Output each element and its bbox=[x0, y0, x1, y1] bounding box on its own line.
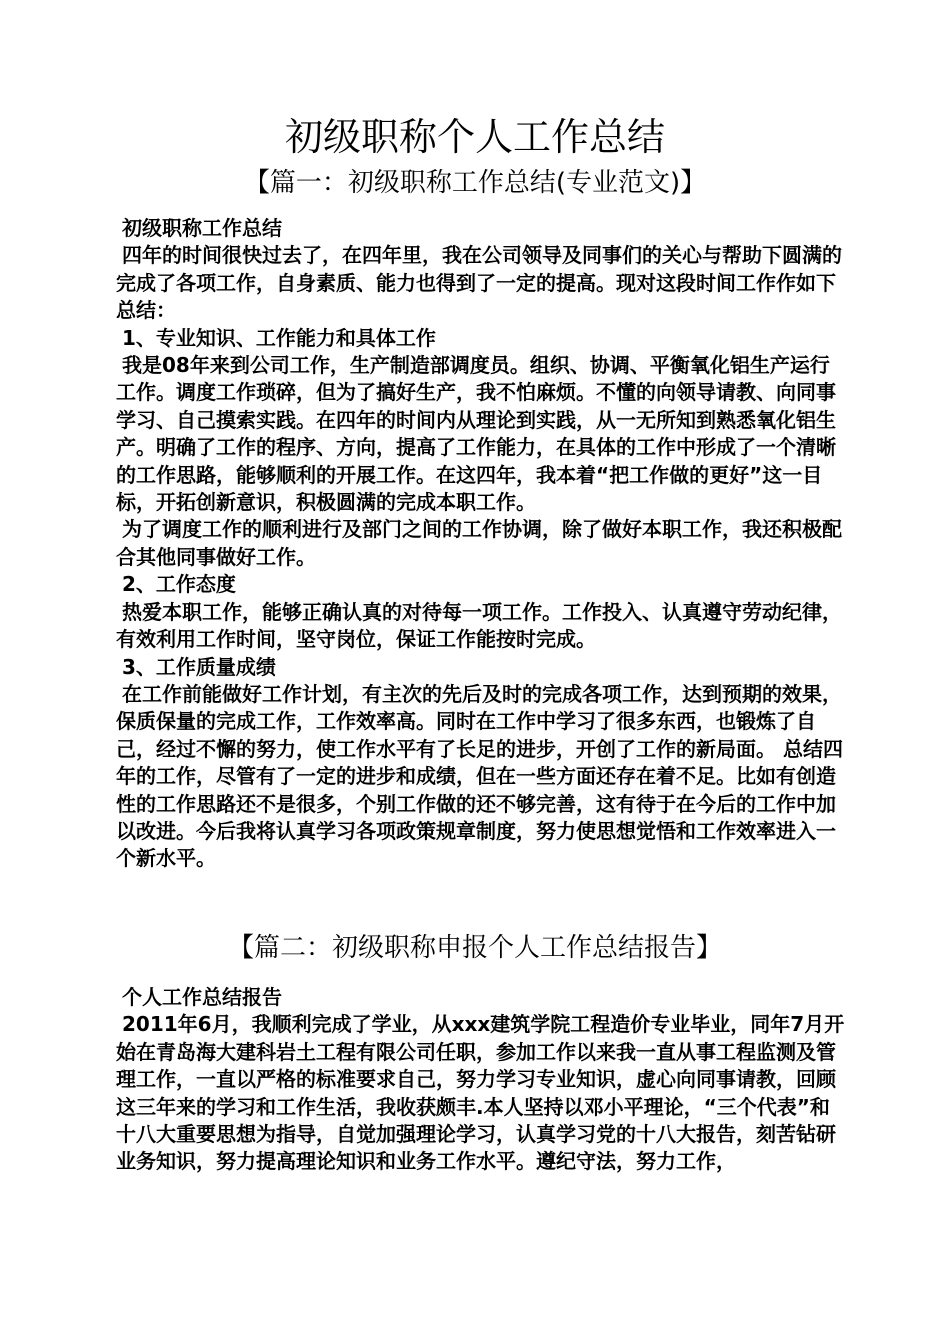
body-paragraph: 为了调度工作的顺利进行及部门之间的工作协调，除了做好本职工作，我还积极配合其他同事做好工作。 bbox=[116, 517, 842, 569]
section-1-body bbox=[116, 215, 846, 873]
section-2-body bbox=[116, 984, 846, 1176]
section-heading-1: 【篇一：初级职称工作总结(专业范文)】 bbox=[243, 168, 707, 198]
subsection-title: 3、工作质量成绩 bbox=[122, 654, 276, 679]
body-paragraph: 我是08年来到公司工作，生产制造部调度员。组织、协调、平衡氧化铝生产运行工作。调度工作琐碎，但为了搞好生产，我不怕麻烦。不懂的向领导请教、向同事学习、自己摸索实践。在四年的时间内从理论到实践，从一无所知到熟悉氧化铝生产。明确了工作的程序、方向，提高了工作能力，在具体的工作中形成了一个清晰的工作思路，能够顺利的开展工作。在这四年，我本着“把工作做的更好”这一目标，开拓创新意识，积极圆满的完成本职工作。 bbox=[116, 353, 836, 515]
body-paragraph: 四年的时间很快过去了，在四年里，我在公司领导及同事们的关心与帮助下圆满的完成了各项工作，自身素质、能力也得到了一定的提高。现对这段时间工作作如下总结： bbox=[116, 243, 842, 323]
body-paragraph: 在工作前能做好工作计划，有主次的先后及时的完成各项工作，达到预期的效果，保质保量的完成工作，工作效率高。同时在工作中学习了很多东西，也锻炼了自己，经过不懈的努力，使工作水平有了长足的进步，开创了工作的新局面。 总结四年的工作，尽管有了一定的进步和成绩，但在一些方面还存在着不足。比如有创造性的工作思路还不是很多，个别工作做的还不够完善，这有待于在今后的工作中加以改进。今后我将认真学习各项政策规章制度，努力使思想觉悟和工作效率进入一个新水平。 bbox=[116, 681, 843, 871]
subsection-title: 初级职称工作总结 bbox=[122, 216, 282, 240]
subsection-title: 个人工作总结报告 bbox=[122, 985, 282, 1009]
document-title: 初级职称个人工作总结 bbox=[284, 115, 665, 159]
subsection-title: 1、专业知识、工作能力和具体工作 bbox=[122, 325, 436, 350]
body-paragraph: 2011年6月，我顺利完成了学业，从xxx建筑学院工程造价专业毕业，同年7月开始在青岛海大建科岩土工程有限公司任职，参加工作以来我一直从事工程监测及管理工作，一直以严格的标准要求自己，努力学习专业知识，虚心向同事请教，回顾这三年来的学习和工作生活，我收获颇丰.本人坚持以邓小平理论，“三个代表”和十八大重要思想为指导，自觉加强理论学习，认真学习党的十八大报告，刻苦钻研业务知识，努力提高理论知识和业务工作水平。遵纪守法，努力工作， bbox=[116, 1012, 845, 1174]
subsection-title: 2、工作态度 bbox=[122, 572, 236, 597]
body-paragraph: 热爱本职工作，能够正确认真的对待每一项工作。工作投入、认真遵守劳动纪律，有效利用工作时间，坚守岗位，保证工作能按时完成。 bbox=[116, 599, 842, 652]
section-heading-2: 【篇二：初级职称申报个人工作总结报告】 bbox=[227, 933, 722, 963]
